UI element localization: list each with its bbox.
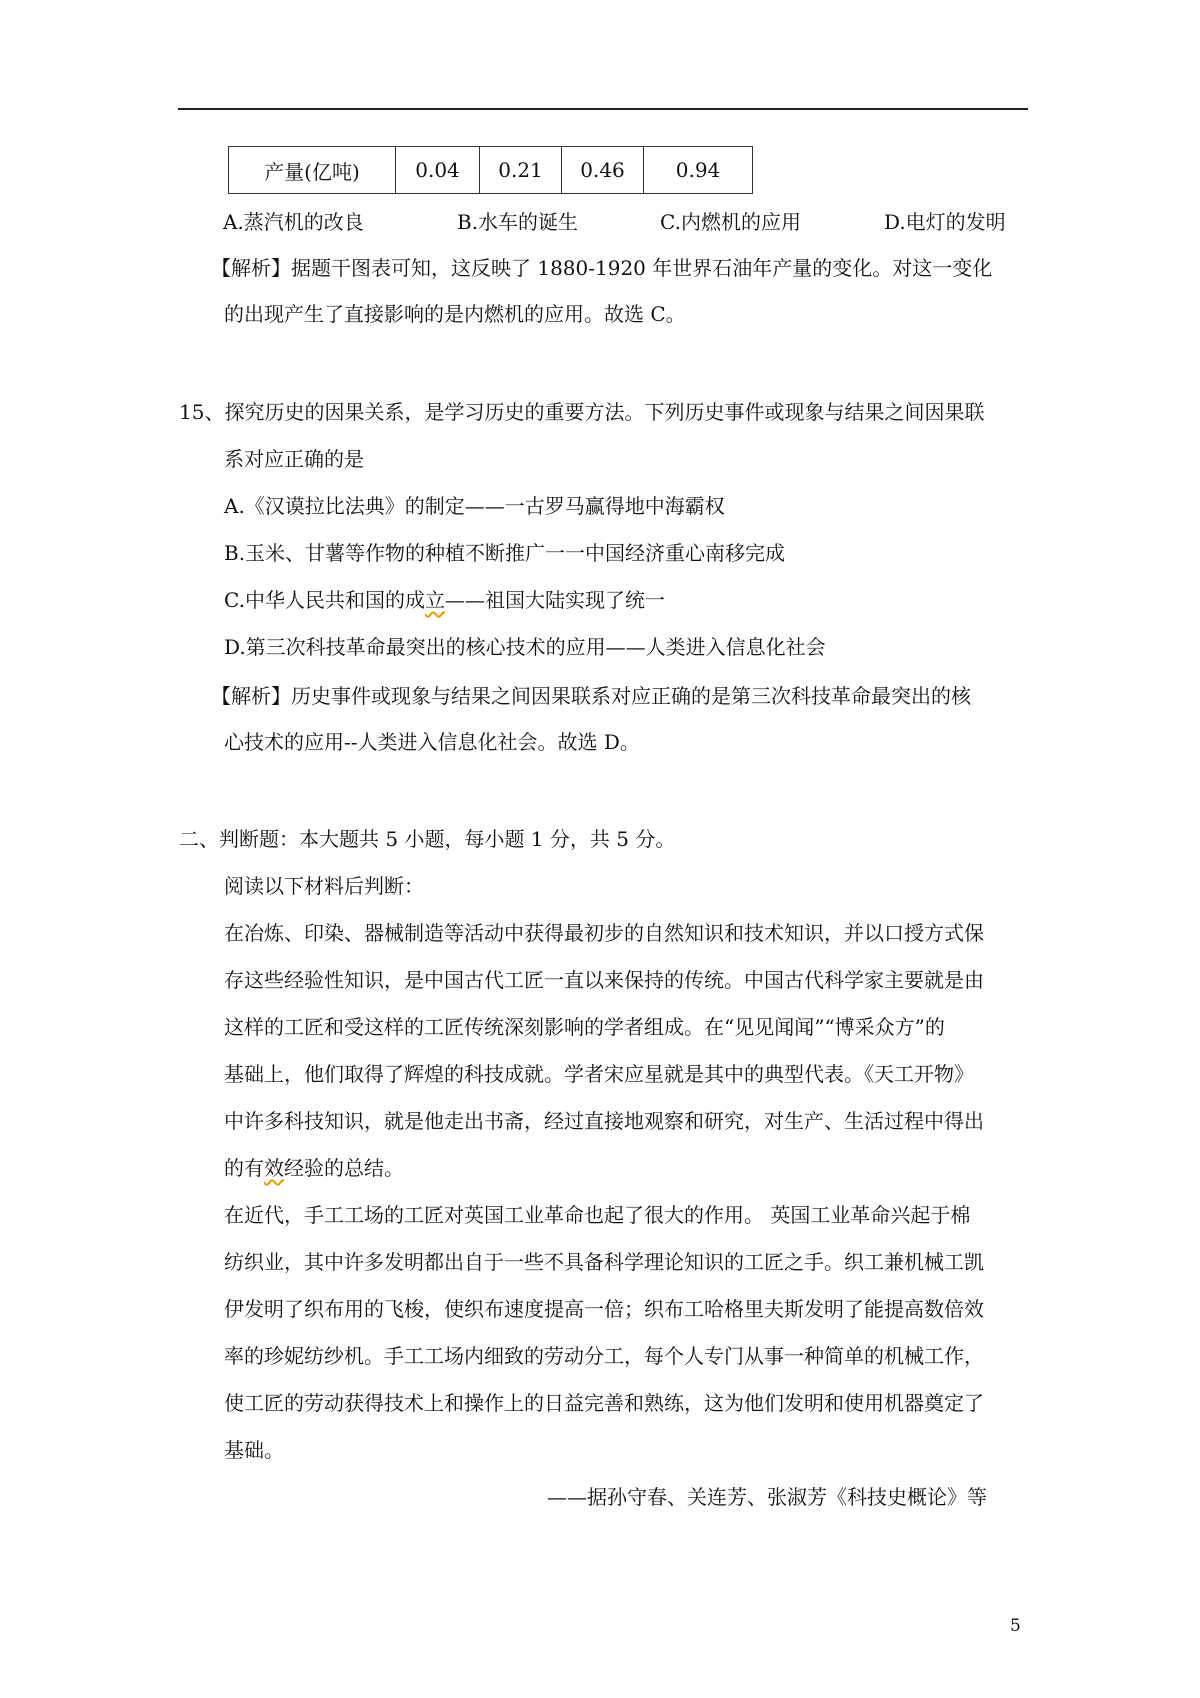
q15-stem-line: 系对应正确的是	[224, 447, 364, 471]
material-line: 率的珍妮纺纱机。手工工场内细致的劳动分工，每个人专门从事一种简单的机械工作，	[224, 1344, 984, 1368]
material-line: 使工匠的劳动获得技术上和操作上的日益完善和熟练，这为他们发明和使用机器奠定了	[224, 1391, 984, 1415]
option-d: D.电灯的发明	[884, 210, 1006, 234]
q14-analysis-line: 的出现产生了直接影响的是内燃机的应用。故选 C。	[224, 302, 686, 326]
wavy-underline-mark: 效	[264, 1156, 284, 1180]
material-line: 在冶炼、印染、器械制造等活动中获得最初步的自然知识和技术知识，并以口授方式保	[224, 921, 984, 945]
q15-option-b: B.玉米、甘薯等作物的种植不断推广一一中国经济重心南移完成	[224, 541, 786, 565]
header-rule	[178, 108, 1028, 110]
material-line: 基础上，他们取得了辉煌的科技成就。学者宋应星就是其中的典型代表。《天工开物》	[224, 1062, 974, 1086]
material-line: 纺织业，其中许多发明都出自于一些不具备科学理论知识的工匠之手。织工兼机械工凯	[224, 1250, 984, 1274]
material-line: 基础。	[224, 1438, 284, 1462]
option-b: B.水车的诞生	[457, 210, 579, 234]
material-line: 伊发明了织布用的飞梭，使织布速度提高一倍；织布工哈格里夫斯发明了能提高数倍效	[224, 1297, 984, 1321]
q15-option-c: C.中华人民共和国的成立——祖国大陆实现了统一	[224, 588, 665, 612]
table-row	[229, 147, 753, 194]
material-source: ——据孙守春、关连芳、张淑芳《科技史概论》等	[547, 1485, 987, 1509]
table-value-cell: 0.94	[644, 147, 753, 194]
wavy-underline-mark: 立	[424, 588, 445, 612]
q15-option-a: A.《汉谟拉比法典》的制定——一古罗马赢得地中海霸权	[224, 494, 725, 518]
section2-intro: 阅读以下材料后判断：	[224, 874, 424, 898]
option-a: A.蒸汽机的改良	[223, 210, 364, 234]
q15-analysis-line: 心技术的应用--人类进入信息化社会。故选 D。	[224, 730, 640, 754]
table-value-cell: 0.21	[480, 147, 562, 194]
q14-analysis-line: 【解析】据题干图表可知，这反映了 1880-1920 年世界石油年产量的变化。对这一变化	[211, 256, 993, 280]
table-value-cell: 0.04	[396, 147, 480, 194]
material-line: 的有效经验的总结。	[224, 1156, 404, 1180]
q14-options	[223, 206, 1013, 234]
q15-stem-line: 15、探究历史的因果关系，是学习历史的重要方法。下列历史事件或现象与结果之间因果联	[179, 400, 985, 424]
oil-production-table	[228, 146, 753, 194]
material-line: 中许多科技知识，就是他走出书斋，经过直接地观察和研究，对生产、生活过程中得出	[224, 1109, 984, 1133]
material-line: 在近代，手工工场的工匠对英国工业革命也起了很大的作用。 英国工业革命兴起于棉	[224, 1203, 971, 1227]
q15-option-d: D.第三次科技革命最突出的核心技术的应用——人类进入信息化社会	[224, 635, 826, 659]
material-line: 存这些经验性知识，是中国古代工匠一直以来保持的传统。中国古代科学家主要就是由	[224, 968, 984, 992]
table-label-cell: 产量(亿吨)	[229, 147, 396, 194]
material-line: 这样的工匠和受这样的工匠传统深刻影响的学者组成。在“见见闻闻”“博采众方”的	[224, 1015, 945, 1039]
option-c: C.内燃机的应用	[660, 210, 801, 234]
q15-analysis-line: 【解析】历史事件或现象与结果之间因果联系对应正确的是第三次科技革命最突出的核	[211, 684, 971, 708]
section2-heading: 二、判断题：本大题共 5 小题，每小题 1 分，共 5 分。	[179, 827, 676, 851]
table-value-cell: 0.46	[562, 147, 644, 194]
page-number: 5	[1010, 1616, 1021, 1636]
